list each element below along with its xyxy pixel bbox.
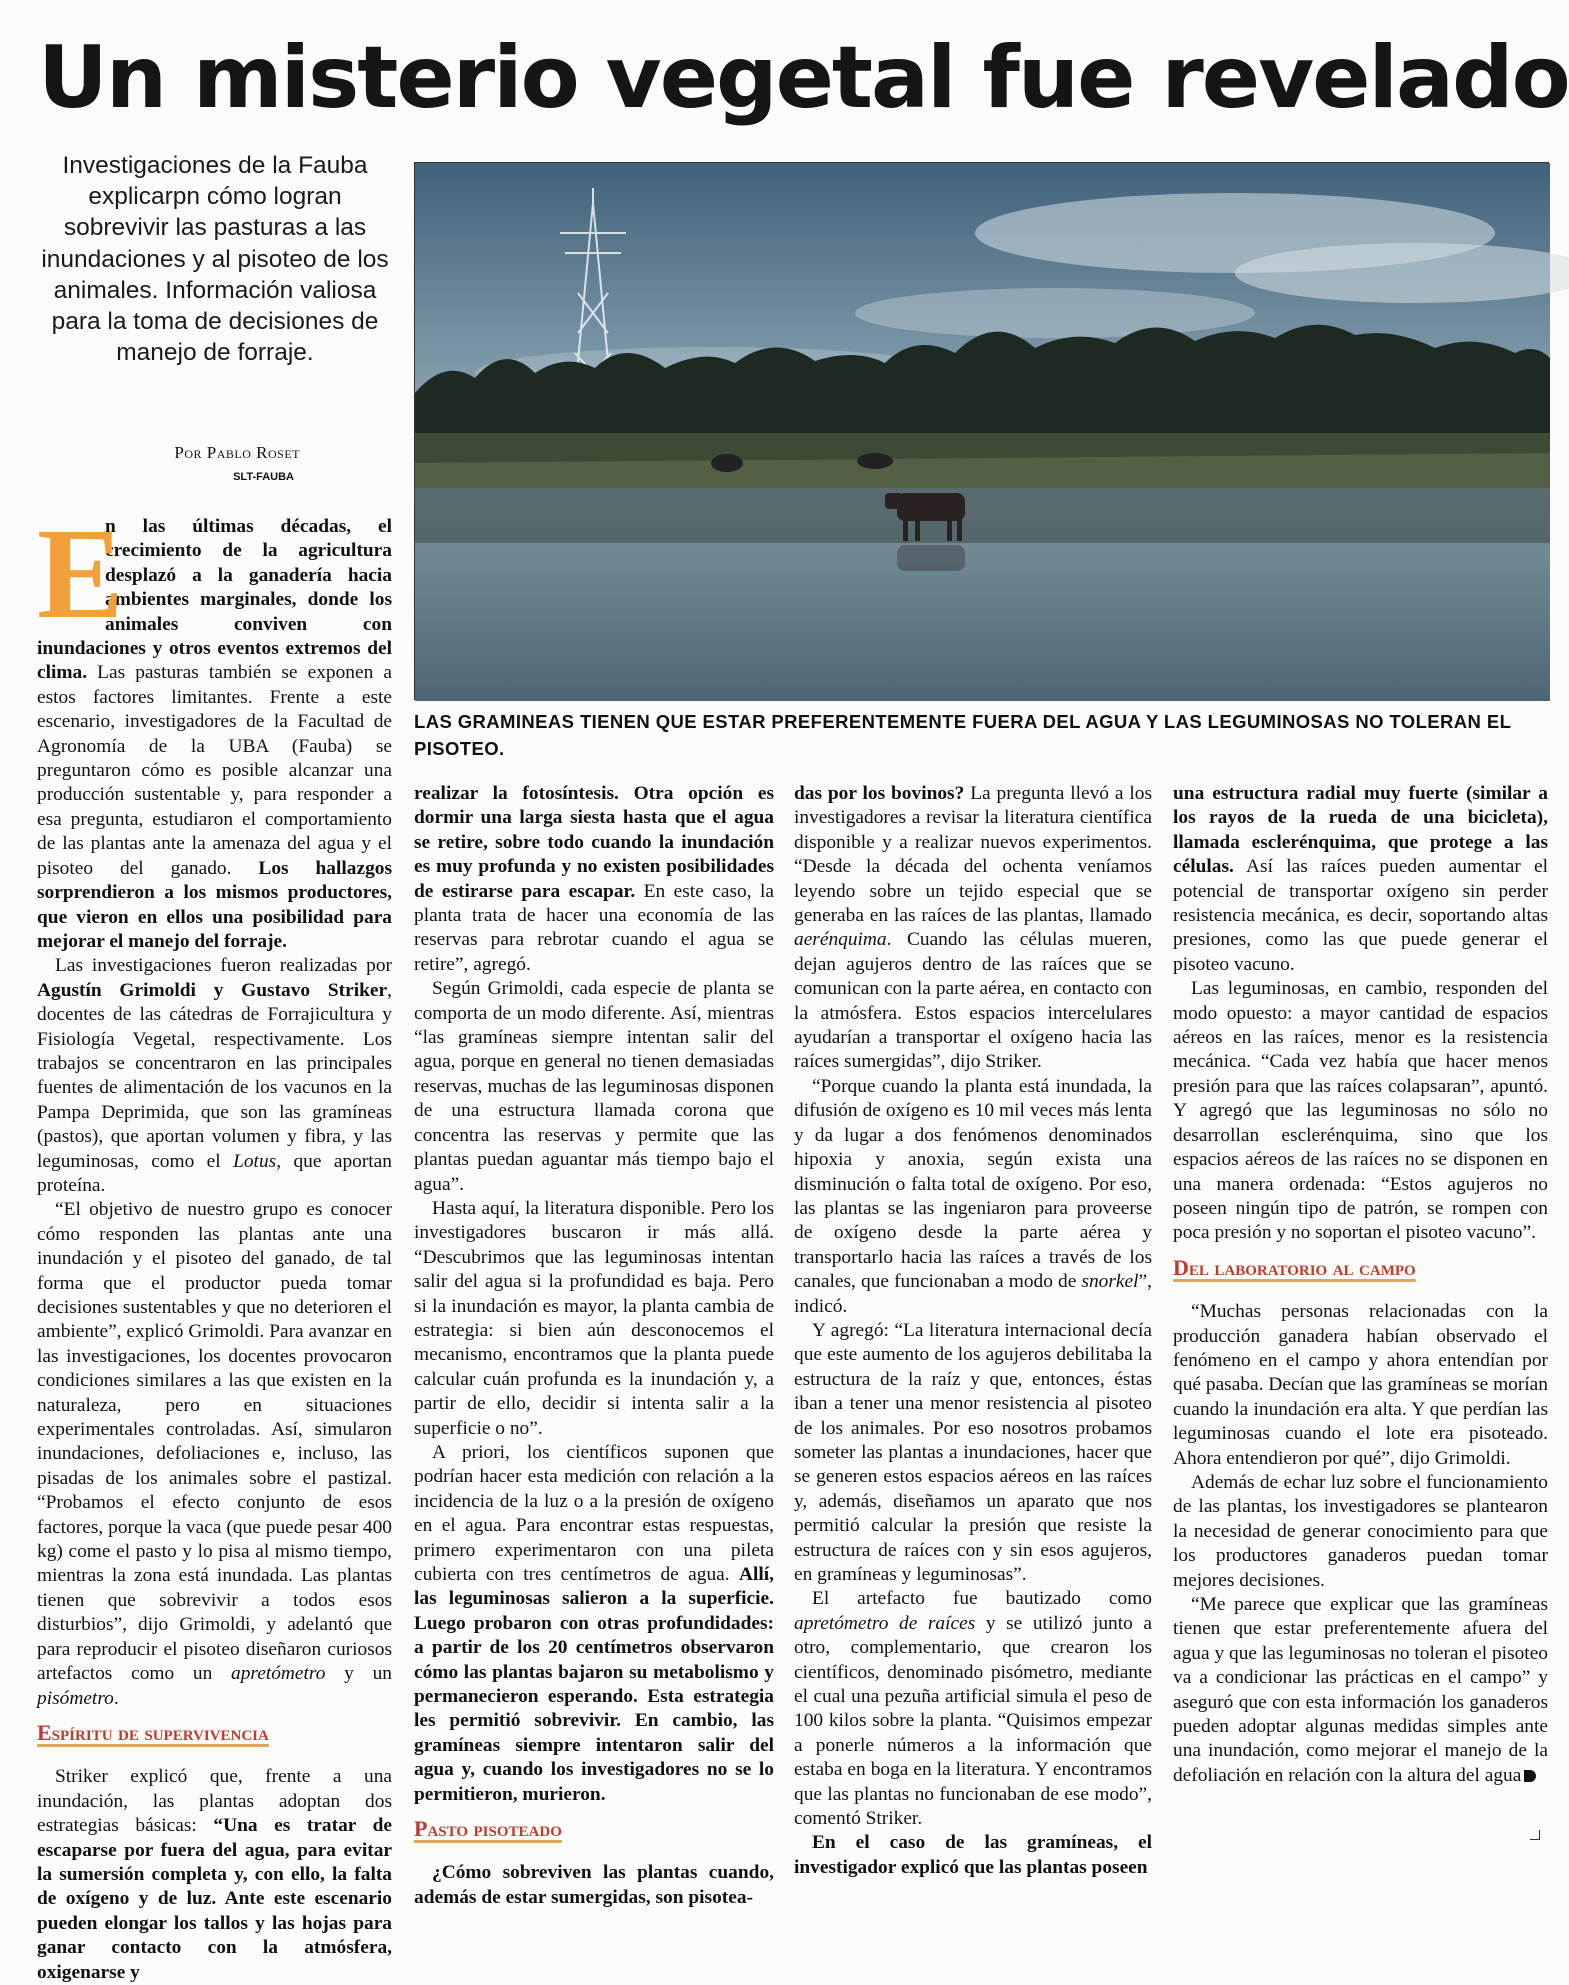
paragraph: Además de echar luz sobre el funcionamiento de las plantas, los investigadores se plantearon la necesidad de generar conocimiento para que los productores ganaderos puedan tomar mejores decisiones. xyxy=(1173,1471,1548,1591)
text-run: . Cuando las células mueren, dejan agujeros dentro de las raíces que se comunican con la parte aérea, en contacto con la atmósfera. Estos espacios intercelulares ayudarían a transportar el oxígeno hacia las raíces sumergidas”, dijo Striker. xyxy=(794,929,1152,1073)
headline: Un misterio vegetal fue revelado xyxy=(38,28,1569,128)
text-italic: Lotus xyxy=(233,1150,277,1172)
names-bold: Agustín Grimoldi y Gustavo Striker xyxy=(37,979,388,1001)
paragraph: Las leguminosas, en cambio, responden del modo opuesto: a mayor cantidad de espacios aéreos en las raíces, menor es la resistencia mecánica. “Cada vez había que hacer menos presión para que las raíces colapsaran”, apuntó. Y agregó que las leguminosas no sólo no desarrollan esclerénquima, sino que los espacios aéreos de las raíces no se disponen en una manera ordenada: “Estos agujeros no poseen ningún tipo de patrón, se rompen con poca presión y no soportan el pisoteo vacuno”. xyxy=(1173,978,1548,1244)
paragraph xyxy=(414,782,774,977)
text-italic: aerénquima xyxy=(794,929,887,951)
subhead-espiritu: Espíritu de supervivencia xyxy=(37,1719,269,1745)
photo-caption: LAS GRAMINEAS TIENEN QUE ESTAR PREFERENTEMENTE FUERA DEL AGUA Y LAS LEGUMINOSAS NO TOLERAN EL PISOTEO. xyxy=(414,711,1511,759)
text-italic: pisómetro xyxy=(37,1687,114,1709)
text-run: Striker explicó que, frente a una inundación, las plantas adoptan dos estrategias básicas: xyxy=(37,1766,392,1837)
byline-credit: SLT-FAUBA xyxy=(233,471,294,483)
paragraph xyxy=(37,1198,392,1711)
column-4 xyxy=(1173,782,1548,1788)
subhead-pasto: Pasto pisoteado xyxy=(414,1816,562,1842)
text-run: Las pasturas también se exponen a estos factores limitantes. Frente a este escenario, investigadores de la Facultad de Agronomía de la UBA (Fauba) se preguntaron cómo es posible alcanzar una producción sustentable y, para responder a esa pregunta, estudiaron el comportamiento de las plantas ante la amenaza del agua y el pisoteo del ganado. xyxy=(37,662,392,879)
text-run-bold: das por los bovinos? xyxy=(794,783,965,804)
text-run-bold: Los hallazgos sorprendieron a los mismos productores, que vieron en ellos una posibilidad para mejorar el manejo del forraje. xyxy=(37,857,393,952)
paragraph xyxy=(1173,1593,1548,1788)
text-run: La pregunta llevó a los investigadores a revisar la literatura científica disponible y a realizar nuevos experimentos. “Desde la década del ochenta veníamos leyendo sobre un tejido especial que se generaba en las raíces de las plantas, llamado xyxy=(794,783,1152,927)
text-run-bold: realizar la fotosíntesis. Otra opción es dormir una larga siesta hasta que el agua se retire, sobre todo cuando la inundación es muy profunda y no existen posibilidades de estirarse para escapar. xyxy=(414,783,774,902)
end-of-article-icon xyxy=(1524,1770,1536,1782)
paragraph xyxy=(37,1765,392,1985)
dropcap xyxy=(37,502,124,646)
paragraph xyxy=(37,502,393,954)
dek-summary: Investigaciones de la Fauba explicarpn cómo logran sobrevivir las pasturas a las inundaciones y al pisoteo de los animales. Información valiosa para la toma de decisiones de manejo de forraje. xyxy=(41,152,389,367)
paragraph xyxy=(794,1587,1152,1831)
column-1 xyxy=(37,502,393,1985)
text-run: Así las raíces pueden aumentar el potencial de transportar oxígeno sin perder resistencia mecánica, es decir, soportando altas presiones, como las que puede generar el pisoteo vacuno. xyxy=(1173,856,1548,975)
text-run-bold: ¿Cómo sobreviven las plantas cuando, además de estar sumergidas, son pisotea- xyxy=(414,1862,774,1908)
text-run: , que aportan proteína. xyxy=(37,1150,392,1196)
column-2 xyxy=(414,782,774,1910)
dropcap-letter xyxy=(37,502,124,646)
paragraph xyxy=(1173,782,1548,977)
paragraph xyxy=(37,954,392,1198)
text-run-bold: “Una es tratar de escaparse por fuera del agua, para evitar la sumersión completa y, con ello, la falta de oxígeno y de luz. Ante este escenario pueden elongar los tallos y las hojas para ganar contacto con la atmósfera, oxigenarse y xyxy=(37,1815,392,1983)
paragraph xyxy=(794,1075,1152,1319)
lead-bold: n las últimas décadas, el crecimiento de la agricultura desplazó a la ganadería hacia ambientes marginales, donde los animales conviven con inundaciones y otros eventos extremos del clima. xyxy=(37,516,392,684)
text-run: y un xyxy=(325,1663,392,1685)
crop-mark-icon xyxy=(1530,1830,1540,1840)
text-italic: snorkel xyxy=(1081,1271,1139,1293)
paragraph: Y agregó: “La literatura internacional decía que este aumento de los agujeros debilitaba la estructura de la raíz y que, entonces, éstas iban a tener una menor resistencia al pisoteo de los animales. Por eso nosotros probamos someter las plantas a inundaciones, hacer que se generen estos espacios aéreos en las raíces y, además, diseñamos un aparato que nos permitió calcular la presión que resiste la estructura de raíces con y sin esos agujeros, en gramíneas y leguminosas”. xyxy=(794,1319,1152,1585)
text-run-bold: Allí, las leguminosas salieron a la superficie. Luego probaron con otras profundidades: a partir de los 20 centímetros observaron cómo las plantas bajaron su metabolismo y permanecieron esperando. Esta estrategia les permitió sobrevivir. En cambio, las gramíneas siempre intentaron salir del agua y, cuando los investigadores no se lo permitieron, murieron. xyxy=(414,1564,774,1805)
text-run: “El objetivo de nuestro grupo es conocer cómo responden las plantas ante una inundación y el pisoteo del ganado, de tal forma que el productor pueda tomar decisiones sustentables y que no deterioren el ambiente”, explicó Grimoldi. Para avanzar en las investigaciones, los docentes provocaron condiciones similares a las que existen en la naturaleza, pero en situaciones experimentales controladas. Así, simularon inundaciones, defoliaciones e, incluso, las pisadas de los animales sobre el pastizal. “Probamos el efecto conjunto de esos factores, porque la vaca (que puede pesar 400 kg) come el pasto y lo pisa al mismo tiempo, mientras la zona está inundada. Las plantas tienen que sobrevivir a todos esos disturbios”, dijo Grimoldi, y adelantó que para reproducir el pisoteo diseñaron curiosos artefactos como un xyxy=(37,1199,392,1685)
text-run: En este caso, la planta trata de hacer una economía de las reservas para rebrotar cuando el agua se retire”, agregó. xyxy=(414,880,774,975)
text-italic: apretómetro xyxy=(231,1663,326,1685)
dropcap-glyph: E xyxy=(37,502,124,646)
text-run: , docentes de las cátedras de Forrajicultura y Fisiología Vegetal, respectivamente. Los trabajos se concentraron en las principales fuentes de alimentación de los vacunos en la Pampa Deprimida, que son las gramíneas (pastos), que aportan volumen y fibra, y las leguminosas, como el xyxy=(37,979,392,1172)
paragraph: Hasta aquí, la literatura disponible. Pero los investigadores buscaron ir más allá. “Descubrimos que las leguminosas intentan salir del agua si la profundidad es baja. Pero si la inundación es mayor, la planta cambia de estrategia: si bien aún desconocemos el mecanismo, encontramos que la planta puede calcular cuán profunda es la inundación y, a partir de ello, decidir si intenta salir a la superficie o no”. xyxy=(414,1197,774,1439)
text-run: ”, indicó. xyxy=(794,1271,1152,1317)
text-run: “Me parece que explicar que las gramíneas tienen que estar preferentemente afuera del agua y que las leguminosas no toleran el pisoteo va a condicionar las prácticas en el campo” y aseguró que con esta información los ganaderos pueden adoptar algunas medidas simples ante una inundación, como mejorar el manejo de la defoliación en relación con la altura del agua xyxy=(1173,1594,1548,1786)
photo-pasture-flood-cow xyxy=(415,163,1550,701)
paragraph xyxy=(794,782,1152,1075)
text-run: El artefacto fue bautizado como xyxy=(812,1588,1152,1610)
paragraph xyxy=(414,1441,774,1807)
byline: Por Pablo Roset xyxy=(174,443,300,462)
paragraph xyxy=(414,1861,774,1910)
text-run: y se utilizó junto a otro, complementario, que crearon los científicos, denominado pisómetro, mediante el cual una pezuña artificial simula el peso de 100 kilos sobre la planta. “Quisimos empezar a ponerle números a la información que estaba en boga en la literatura. Y encontramos que las plantas no funcionaban de ese modo”, comentó Striker. xyxy=(794,1612,1152,1830)
text-run: “Porque cuando la planta está inundada, la difusión de oxígeno es 10 mil veces más lenta y da lugar a dos fenómenos denominados hipoxia y anoxia, según exista una disminución o falta total de oxígeno. Por eso, las plantas se las ingeniaron para proveerse de oxígeno desde la parte aérea y transportarlo hacia las raíces a través de los canales, que funcionaban a modo de xyxy=(794,1075,1152,1293)
text-run: A priori, los científicos suponen que podrían hacer esta medición con relación a la incidencia de la luz o a la presión de oxígeno en el agua. Para encontrar estas respuestas, primero experimentaron con una pileta cubierta con tres centímetros de agua. xyxy=(414,1441,774,1585)
paragraph: “Muchas personas relacionadas con la producción ganadera habían observado el fenómeno en el campo y ahora entendían por qué pasaba. Decían que las gramíneas se morían cuando la inundación era alta. Y que perdían las leguminosas cuando el lote era pisoteado. Ahora entendieron por qué”, dijo Grimoldi. xyxy=(1173,1301,1548,1469)
text-run-bold: En el caso de las gramíneas, el investigador explicó que las plantas poseen xyxy=(794,1832,1152,1878)
paragraph: Según Grimoldi, cada especie de planta se comporta de un modo diferente. Así, mientras “las gramíneas siempre intentan salir del agua, porque en general no tienen demasiadas reservas, muchas de las leguminosas disponen de una estructura llamada corona que concentra las reservas y permite que las plantas puedan aguantar más tiempo bajo el agua”. xyxy=(414,978,774,1195)
subhead-laboratorio: Del laboratorio al campo xyxy=(1173,1254,1416,1280)
article-photo xyxy=(414,162,1549,700)
text-run: Las investigaciones fueron realizadas por xyxy=(55,955,392,977)
text-run-bold: una estructura radial muy fuerte (similar a los rayos de la rueda de una bicicleta), llamada esclerénquima, que protege a las células. xyxy=(1173,783,1548,878)
text-run: . xyxy=(113,1687,119,1709)
text-italic: apretómetro de raíces xyxy=(794,1612,976,1634)
paragraph xyxy=(794,1831,1152,1880)
column-3 xyxy=(794,782,1152,1880)
